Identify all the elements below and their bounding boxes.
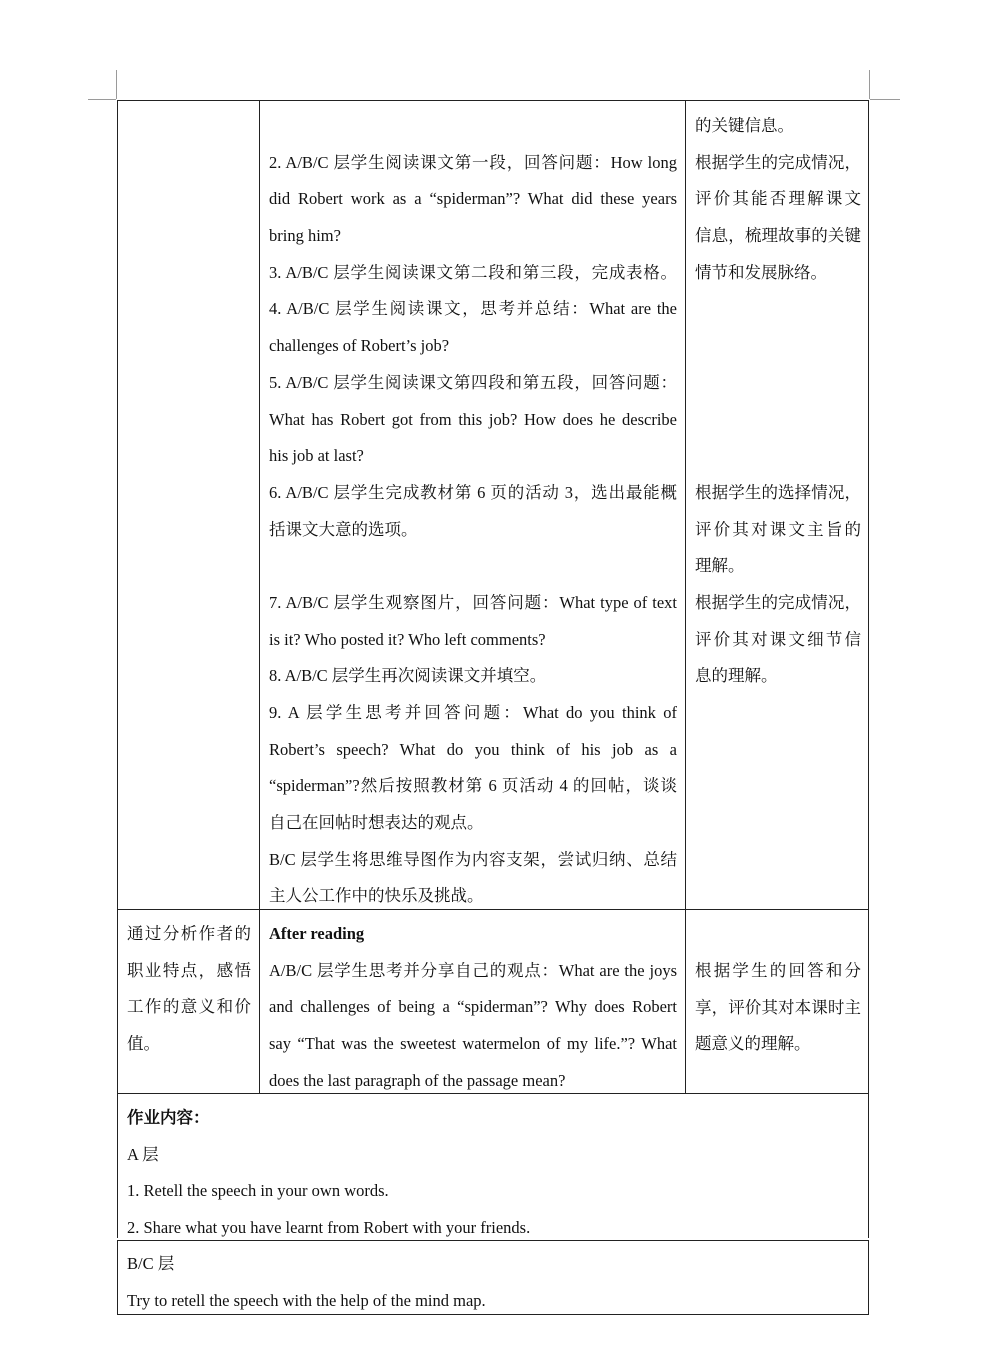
after-reading-heading: After reading (269, 924, 365, 943)
evaluation-line: 根据学生的选择情况， (695, 482, 861, 502)
row1-middle-cell (259, 100, 686, 910)
after-reading-line: and challenges of being a “spiderman”? Why does Robert (269, 997, 677, 1017)
evaluation-line (695, 328, 861, 365)
row1-right-cell (685, 100, 869, 910)
activity-list (269, 108, 677, 915)
row2-left-cell (117, 909, 260, 1094)
activity-line (269, 108, 677, 145)
evaluation-line: 理解。 (695, 556, 745, 576)
activity-line (269, 548, 677, 585)
activity-line: bring him? (269, 226, 341, 246)
activity-line: 自己在回帖时想表达的观点。 (269, 813, 484, 833)
homework-a-item: 1. Retell the speech in your own words. (127, 1181, 389, 1201)
evaluation-list (695, 108, 861, 695)
after-reading-line: say “That was the sweetest watermelon of my life.”? What (269, 1034, 677, 1054)
activity-line: 主人公工作中的快乐及挑战。 (269, 886, 484, 906)
activity-line: challenges of Robert’s job? (269, 336, 450, 356)
activity-line: 3. A/B/C 层学生阅读课文第二段和第三段，完成表格。 (269, 262, 677, 282)
homework-cell (117, 1093, 869, 1238)
activity-line: 7. A/B/C 层学生观察图片，回答问题：What type of text (269, 592, 677, 612)
evaluation-line: 评价其对课文细节信 (695, 629, 861, 649)
activity-line: B/C 层学生将思维导图作为内容支架，尝试归纳、总结 (269, 849, 677, 869)
activity-line: “spiderman”?然后按照教材第 6 页活动 4 的回帖，谈谈 (269, 776, 677, 796)
homework-title: 作业内容： (127, 1108, 210, 1127)
evaluation-line: 题意义的理解。 (695, 1034, 811, 1054)
activity-line: What has Robert got from this job? How does he describe (269, 409, 677, 429)
objective-line: 职业特点，感悟 (127, 960, 251, 980)
crop-mark (869, 70, 870, 99)
row2-middle-cell (259, 909, 686, 1094)
evaluation-line: 评价其对课文主旨的 (695, 519, 861, 539)
activity-line: 括课文大意的选项。 (269, 519, 418, 539)
evaluation-line: 根据学生的完成情况， (695, 592, 861, 612)
crop-mark (88, 99, 116, 100)
activity-line: is it? Who posted it? Who left comments? (269, 629, 546, 649)
activity-line: 9. A 层学生思考并回答问题：What do you think of (269, 703, 677, 722)
row2-evaluation-text (695, 953, 861, 1063)
objective-line: 通过分析作者的 (127, 924, 251, 943)
evaluation-line: 息的理解。 (695, 666, 778, 686)
homework-text (127, 1100, 857, 1247)
evaluation-line (695, 291, 861, 328)
activity-line: Robert’s speech? What do you think of his job as a (269, 739, 677, 759)
evaluation-line: 享，评价其对本课时主 (695, 997, 861, 1017)
after-reading-line: A/B/C 层学生思考并分享自己的观点：What are the joys (269, 960, 677, 980)
evaluation-line: 评价其能否理解课文 (695, 189, 861, 209)
evaluation-line: 根据学生的回答和分 (695, 961, 861, 980)
crop-mark (116, 70, 117, 99)
after-reading-text (269, 916, 677, 1099)
after-reading-line: does the last paragraph of the passage mean? (269, 1070, 566, 1090)
activity-line: 8. A/B/C 层学生再次阅读课文并填空。 (269, 666, 547, 686)
homework-bc-label: B/C 层 (127, 1254, 175, 1273)
objective-line: 工作的意义和价 (127, 997, 251, 1017)
activity-line: 5. A/B/C 层学生阅读课文第四段和第五段，回答问题： (269, 372, 677, 392)
homework-bc-cell (117, 1240, 869, 1315)
evaluation-line: 的关键信息。 (695, 116, 794, 135)
homework-a-item: 2. Share what you have learnt from Robert with your friends. (127, 1218, 531, 1238)
activity-line: 2. A/B/C 层学生阅读课文第一段，回答问题：How long (269, 152, 677, 172)
evaluation-line (695, 402, 861, 439)
evaluation-line: 信息，梳理故事的关键 (695, 226, 861, 246)
objective-line: 值。 (127, 1034, 160, 1054)
evaluation-line (695, 438, 861, 475)
row2-right-cell (685, 909, 869, 1094)
activity-line: 4. A/B/C 层学生阅读课文，思考并总结：What are the (269, 299, 677, 319)
evaluation-line (695, 365, 861, 402)
activity-line: 6. A/B/C 层学生完成教材第 6 页的活动 3，选出最能概 (269, 482, 677, 502)
homework-a-label: A 层 (127, 1144, 159, 1164)
activity-line: did Robert work as a “spiderman”? What did these years (269, 189, 677, 209)
activity-line: his job at last? (269, 446, 364, 466)
evaluation-line: 情节和发展脉络。 (695, 262, 827, 282)
evaluation-line: 根据学生的完成情况， (695, 152, 861, 172)
objective-text (127, 916, 251, 1063)
row1-left-cell (117, 100, 260, 910)
crop-mark (870, 99, 900, 100)
homework-bc-item: Try to retell the speech with the help of the mind map. (127, 1290, 486, 1310)
homework-bc-text (127, 1246, 857, 1319)
